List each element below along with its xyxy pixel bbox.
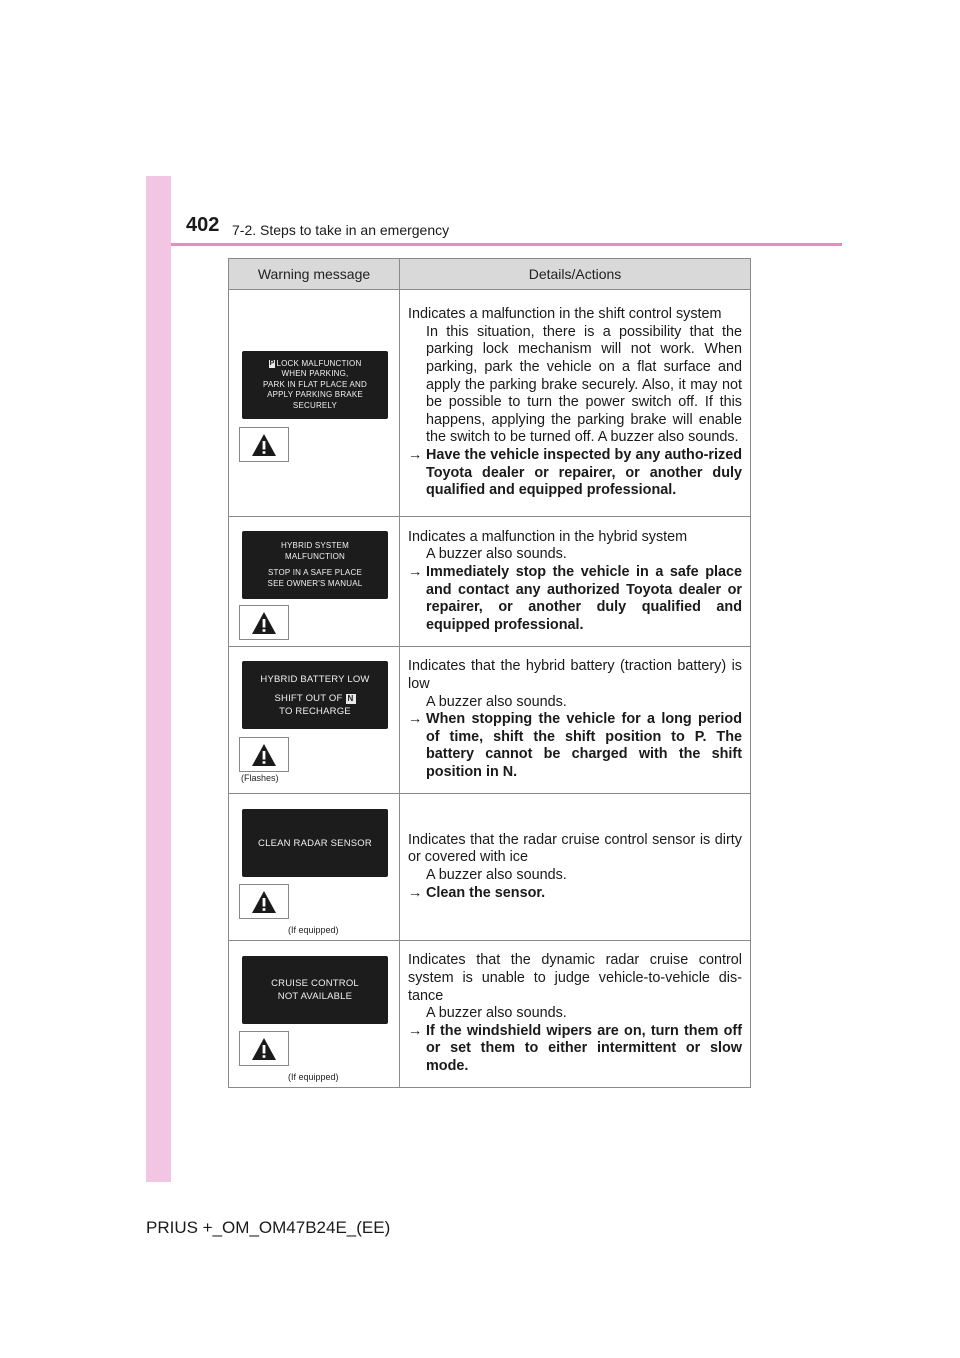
table-row: [229, 290, 751, 517]
detail-body: A buzzer also sounds.: [426, 546, 567, 563]
display-screen-hybrid-battery: HYBRID BATTERY LOW SHIFT OUT OF N TO RECHARGE: [242, 661, 388, 729]
warning-triangle-icon: [239, 605, 289, 640]
warning-message-cell: [229, 941, 400, 1088]
details-cell: [400, 647, 751, 794]
detail-action: → Immediately stop the vehicle in a safe place and contact any authorized Toyota dealer or repairer, or another duly qualified and equipped professional.: [408, 563, 742, 633]
table-row: [229, 941, 751, 1088]
warning-triangle-icon: [239, 884, 289, 919]
warning-message-cell: [229, 290, 400, 517]
arrow-icon: →: [408, 884, 423, 901]
warning-triangle-icon: [239, 1031, 289, 1066]
display-screen-shift-lock: P LOCK MALFUNCTION WHEN PARKING, PARK IN FLAT PLACE AND APPLY PARKING BRAKE SECURELY: [242, 351, 388, 419]
display-screen-cruise-control: CRUISE CONTROL NOT AVAILABLE: [242, 956, 388, 1024]
display-screen-clean-radar: CLEAN RADAR SENSOR: [242, 809, 388, 877]
display-screen-hybrid-system: HYBRID SYSTEM MALFUNCTION STOP IN A SAFE PLACE SEE OWNER'S MANUAL: [242, 531, 388, 599]
detail-intro: Indicates a malfunction in the hybrid system: [408, 528, 688, 545]
flashes-caption: (Flashes): [241, 773, 279, 783]
detail-intro: Indicates that the radar cruise control sensor is dirty or covered with ice: [408, 831, 742, 866]
detail-action: → Have the vehicle inspected by any autho-rized Toyota dealer or repairer, or another duly qualified and equipped professional.: [408, 446, 742, 499]
p-position-badge: P: [269, 359, 275, 367]
details-cell: [400, 290, 751, 517]
details-cell: [400, 941, 751, 1088]
table-row: [229, 794, 751, 941]
warning-triangle-icon: [239, 427, 289, 462]
detail-action: → Clean the sensor.: [408, 884, 546, 901]
header-rule: [171, 243, 842, 246]
detail-body: A buzzer also sounds.: [426, 867, 567, 883]
detail-intro: Indicates that the dynamic radar cruise control system is unable to judge vehicle-to-vehicle dis-tance: [408, 952, 742, 1004]
detail-action: → If the windshield wipers are on, turn them off or set them to either intermittent or slow mode.: [408, 1022, 742, 1074]
if-equipped-caption: (If equipped): [288, 1072, 339, 1082]
detail-intro: Indicates a malfunction in the shift control system: [408, 306, 722, 323]
warning-triangle-icon: [239, 737, 289, 772]
page-number: 402: [186, 214, 220, 236]
section-title: 7-2. Steps to take in an emergency: [232, 222, 450, 238]
column-header-warning-message: Warning message: [229, 259, 400, 290]
detail-action: → When stopping the vehicle for a long period of time, shift the shift position to P. The battery cannot be charged with the shift position in N.: [408, 711, 742, 780]
warning-message-cell: [229, 647, 400, 794]
detail-body: A buzzer also sounds.: [426, 1005, 567, 1022]
details-cell: [400, 517, 751, 647]
if-equipped-caption: (If equipped): [288, 925, 339, 935]
arrow-icon: →: [408, 446, 423, 463]
warning-message-cell: [229, 517, 400, 647]
arrow-icon: →: [408, 711, 423, 728]
table-row: [229, 647, 751, 794]
arrow-icon: →: [408, 1022, 423, 1039]
arrow-icon: →: [408, 563, 423, 580]
details-cell: [400, 794, 751, 941]
column-header-details-actions: Details/Actions: [400, 259, 751, 290]
footer-document-code: PRIUS +_OM_OM47B24E_(EE): [146, 1218, 391, 1237]
detail-body: A buzzer also sounds.: [426, 693, 567, 710]
detail-intro: Indicates that the hybrid battery (traction battery) is low: [408, 658, 742, 693]
warning-message-cell: [229, 794, 400, 941]
detail-body: In this situation, there is a possibility that the parking lock mechanism will not work. When parking, park the vehicle on a flat surface and apply the parking brake securely. Also, it may not be possible to turn the power switch off. If this happens, applying the parking brake will enable the switch to be turned off. A buzzer also sounds.: [426, 323, 742, 446]
n-position-badge: N: [347, 693, 354, 703]
side-tab-band: [146, 176, 171, 1182]
warning-message-table: [228, 258, 751, 1088]
table-row: [229, 517, 751, 647]
